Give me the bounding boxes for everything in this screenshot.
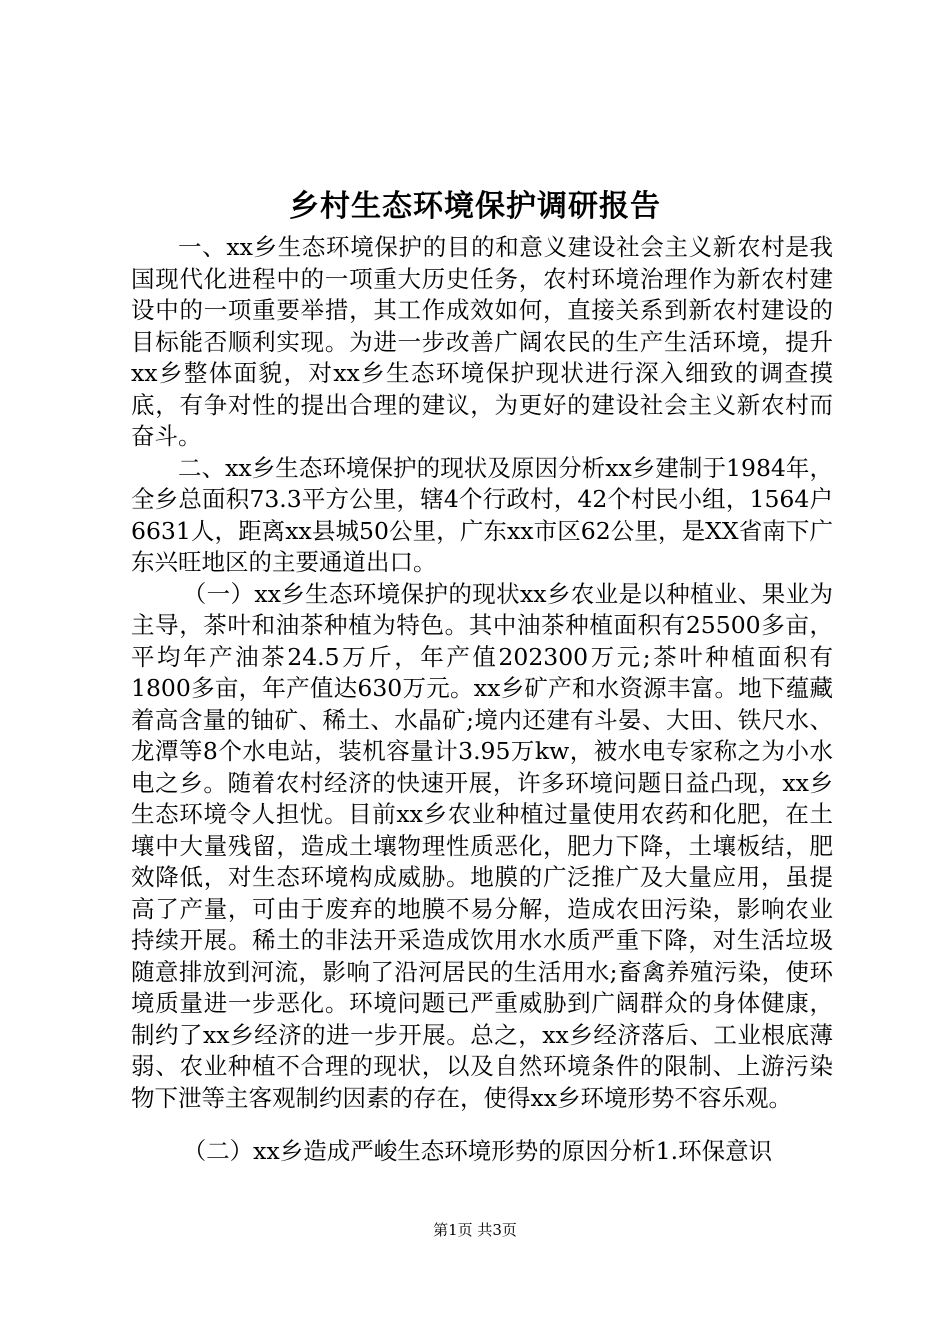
paragraph-status-overview: 二、xx乡生态环境保护的现状及原因分析xx乡建制于1984年，全乡总面积73.3平方公里，辖4个行政村，42个村民小组，1564户6631人，距离xx县城50公里，广东xx市区62公里，是XX省南下广东兴旺地区的主要通道出口。 xyxy=(131,453,833,576)
paragraph-cause-analysis: （二）xx乡造成严峻生态环境形势的原因分析1.环保意识 xyxy=(182,1137,773,1165)
page-number: 第1页 共3页 xyxy=(433,1221,517,1239)
paragraph-current-status: （一）xx乡生态环境保护的现状xx乡农业是以种植业、果业为主导，茶叶和油茶种植为特色。其中油茶种植面积有25500多亩，平均年产油茶24.5万斤，年产值202300万元;茶叶种植面积有1800多亩，年产值达630万元。xx乡矿产和水资源丰富。地下蕴藏着高含量的铀矿、稀土、水晶矿;境内还建有斗晏、大田、铁尺水、龙潭等8个水电站，装机容量计3.95万kw，被水电专家称之为小水电之乡。随着农村经济的快速开展，许多环境问题日益凸现，xx乡生态环境令人担忧。目前xx乡农业种植过量使用农药和化肥，在土壤中大量残留，造成土壤物理性质恶化，肥力下降，土壤板结，肥效降低，对生态环境构成威胁。地膜的广泛推广及大量应用，虽提高了产量，可由于废弃的地膜不易分解，造成农田污染，影响农业持续开展。稀土的非法开采造成饮用水水质严重下降，对生活垃圾随意排放到河流，影响了沿河居民的生活用水;畜禽养殖污染，使环境质量进一步恶化。环境问题已严重威胁到广阔群众的身体健康，制约了xx乡经济的进一步开展。总之，xx乡经济落后、工业根底薄弱、农业种植不合理的现状，以及自然环境条件的限制、上游污染物下泄等主客观制约因素的存在，使得xx乡环境形势不容乐观。 xyxy=(131,579,833,1112)
paragraph-purpose: 一、xx乡生态环境保护的目的和意义建设社会主义新农村是我国现代化进程中的一项重大历史任务，农村环境治理作为新农村建设中的一项重要举措，其工作成效如何，直接关系到新农村建设的目标能否顺利实现。为进一步改善广阔农民的生产生活环境，提升xx乡整体面貌，对xx乡生态环境保护现状进行深入细致的调查摸底，有争对性的提出合理的建议，为更好的建设社会主义新农村而奋斗。 xyxy=(131,233,833,450)
document-title: 乡村生态环境保护调研报告 xyxy=(289,189,661,224)
document-body xyxy=(131,232,833,1168)
